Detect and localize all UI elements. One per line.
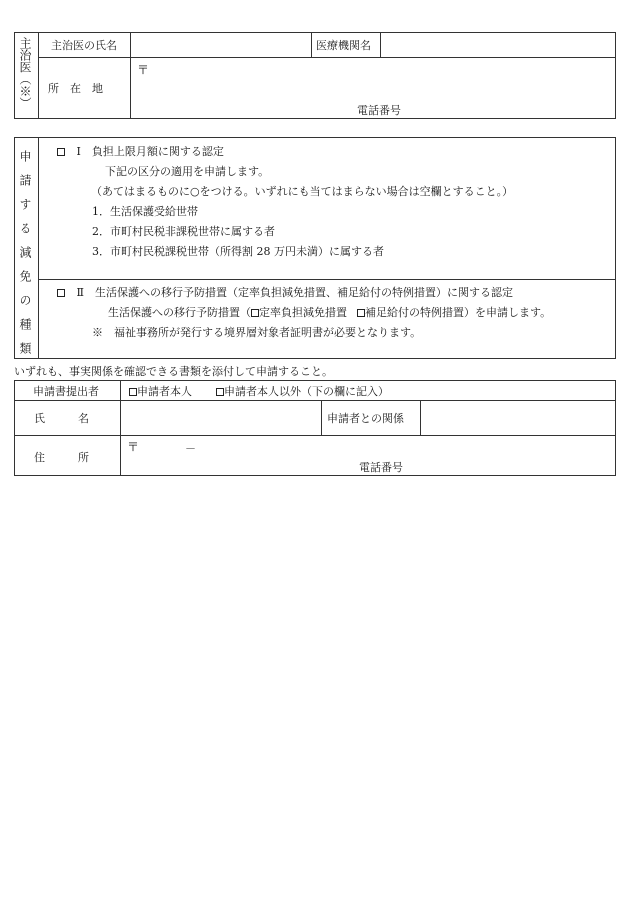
submitter-other-label: 申請者本人以外（下の欄に記入） bbox=[224, 385, 389, 398]
submitter-label: 申請書提出者 bbox=[33, 385, 99, 398]
item1-title: Ⅰ 負担上限月額に関する認定 bbox=[76, 145, 224, 158]
item2-choice-a: 定率負担減免措置 bbox=[259, 306, 347, 319]
submitter-self-label: 申請者本人 bbox=[137, 385, 192, 398]
submitter-address-label: 住 所 bbox=[34, 451, 89, 464]
application-side-label: 申請する減免の種類 bbox=[18, 150, 32, 366]
item1-option-2[interactable]: 2．市町村民税非課税世帯に属する者 bbox=[92, 225, 275, 238]
item1-title-row bbox=[57, 146, 224, 157]
doctor-name-field[interactable] bbox=[131, 33, 310, 56]
item2-choice-a-checkbox[interactable] bbox=[251, 309, 259, 317]
doctor-institution-label: 医療機関名 bbox=[316, 39, 371, 52]
postal-mark-icon: 〒 bbox=[137, 63, 150, 77]
doctor-side-divider bbox=[38, 32, 39, 119]
item2-line1 bbox=[108, 307, 551, 318]
item1-option-1[interactable]: 1．生活保護受給世帯 bbox=[92, 205, 198, 218]
submitter-other-checkbox[interactable] bbox=[216, 388, 224, 396]
submitter-relation-field[interactable] bbox=[421, 401, 615, 434]
doctor-phone-label: 電話番号 bbox=[357, 104, 401, 117]
application-row-divider bbox=[38, 279, 616, 280]
submitter-relation-divider bbox=[321, 400, 322, 435]
doctor-name-label: 主治医の氏名 bbox=[51, 39, 117, 52]
item2-title-row bbox=[57, 287, 513, 298]
item1-line1: 下記の区分の適用を申請します。 bbox=[105, 165, 270, 178]
doctor-side-label: 主治医（※） bbox=[18, 37, 32, 109]
submitter-relation-label: 申請者との関係 bbox=[327, 412, 404, 425]
doctor-address-label: 所 在 地 bbox=[48, 82, 103, 95]
item2-title: Ⅱ 生活保護への移行予防措置（定率負担減免措置、補足給付の特例措置）に関する認定 bbox=[76, 286, 513, 299]
doctor-institution-divider bbox=[311, 32, 312, 57]
item2-note: ※ 福祉事務所が発行する境界層対象者証明書が必要となります。 bbox=[92, 326, 422, 339]
application-side-divider bbox=[38, 137, 39, 359]
doctor-institution-field[interactable] bbox=[381, 33, 615, 56]
item1-line2: （あてはまるものに○をつける。いずれにも当てはまらない場合は空欄とすること。） bbox=[91, 185, 514, 198]
submitter-postal-mark-icon: 〒 bbox=[127, 440, 140, 454]
submitter-postal-dash: － bbox=[185, 442, 196, 455]
submitter-name-label: 氏 名 bbox=[34, 412, 89, 425]
item2-choice-b-checkbox[interactable] bbox=[357, 309, 365, 317]
item1-checkbox[interactable] bbox=[57, 148, 65, 156]
submitter-phone-label: 電話番号 bbox=[359, 461, 403, 474]
attachment-note: いずれも、事実関係を確認できる書類を添付して申請すること。 bbox=[14, 365, 333, 378]
item2-line1-prefix: 生活保護への移行予防措置（ bbox=[108, 306, 251, 319]
item2-checkbox[interactable] bbox=[57, 289, 65, 297]
item1-option-3[interactable]: 3．市町村民税課税世帯（所得割 28 万円未満）に属する者 bbox=[92, 245, 384, 258]
submitter-self-checkbox[interactable] bbox=[129, 388, 137, 396]
item2-choice-b: 補足給付の特例措置 bbox=[365, 306, 464, 319]
submitter-name-field[interactable] bbox=[121, 401, 320, 434]
submitter-options bbox=[129, 386, 389, 397]
item2-line1-suffix: ）を申請します。 bbox=[464, 306, 552, 319]
